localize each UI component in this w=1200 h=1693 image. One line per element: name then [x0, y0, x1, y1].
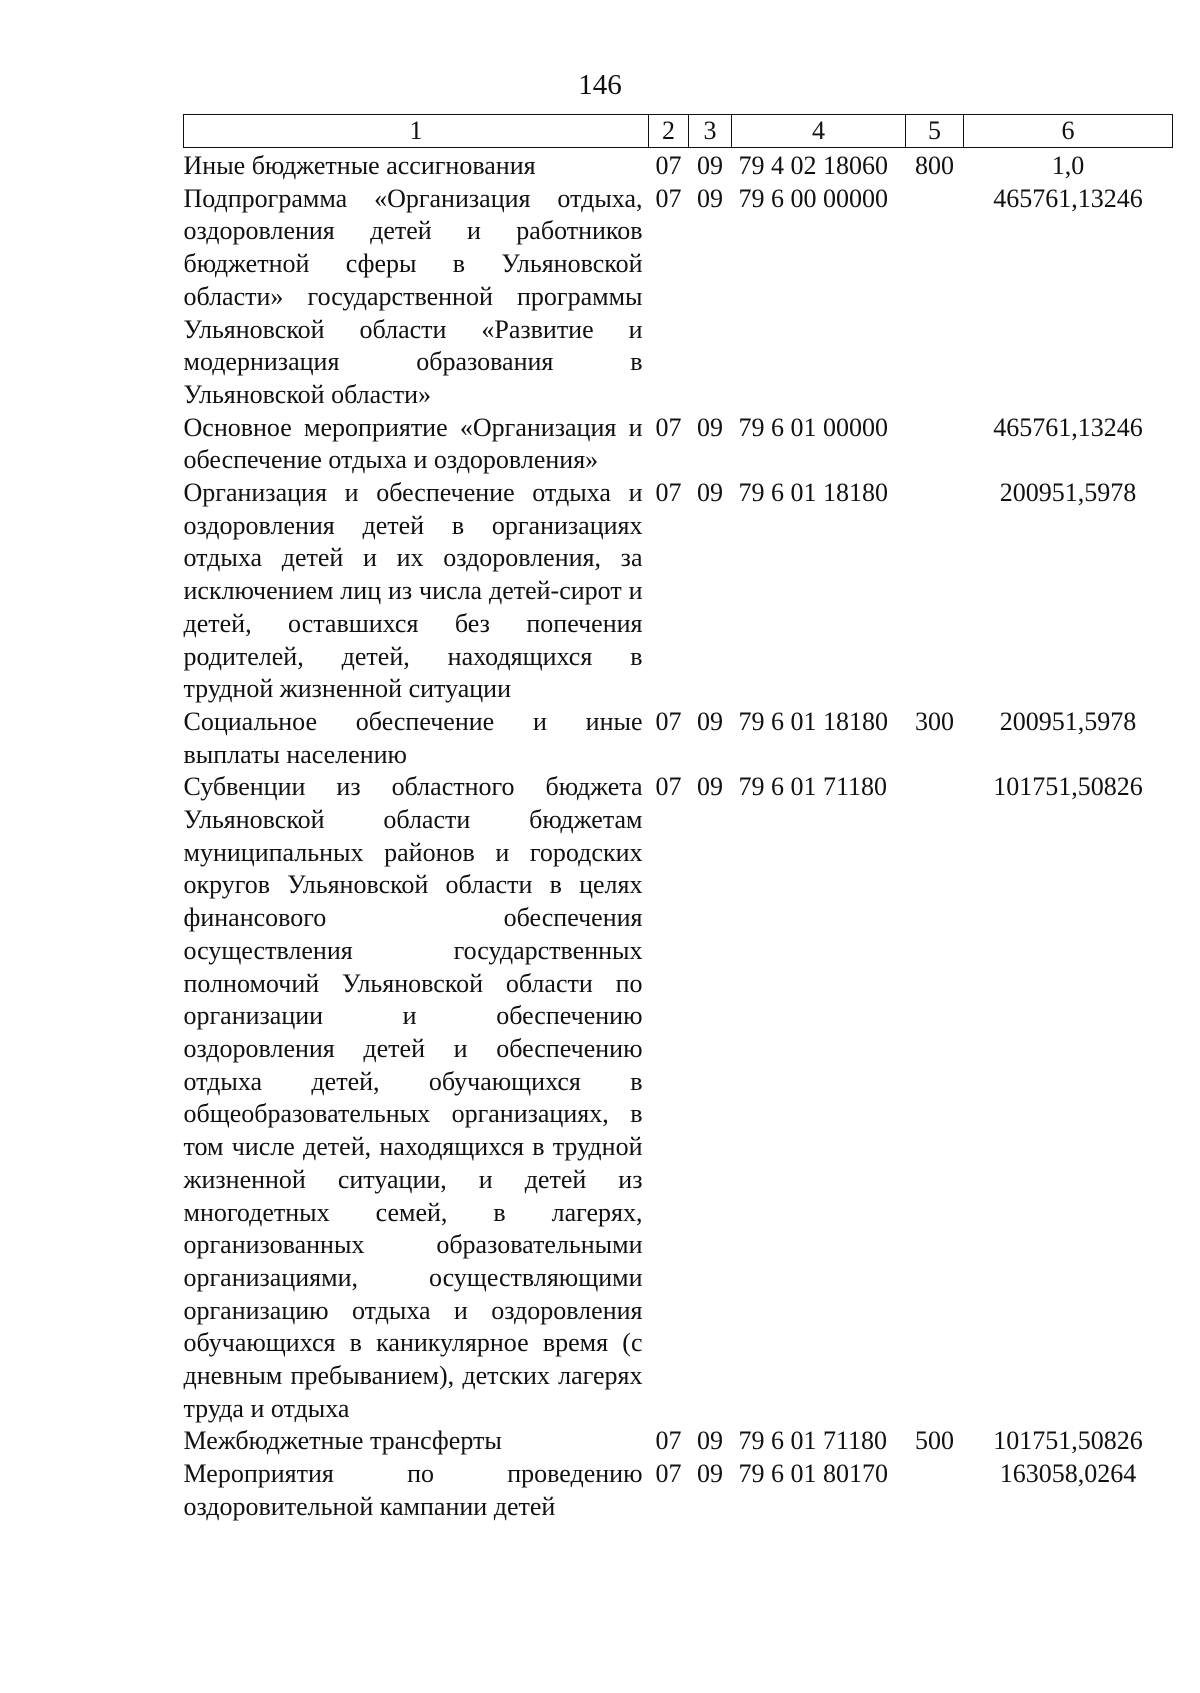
- table-row: [184, 183, 1173, 412]
- row-amount: 101751,50826: [993, 1426, 1143, 1456]
- row-amount: 163058,0264: [999, 1459, 1137, 1489]
- row-section: 07: [655, 478, 682, 508]
- row-target-article: 79 6 01 00000: [738, 412, 888, 442]
- row-name: Мероприятия по проведению оздоровительной кампании детей: [183, 1459, 643, 1521]
- row-section: 07: [655, 151, 682, 180]
- header-col-2: 2: [649, 115, 689, 148]
- row-expense-type: 300: [915, 706, 954, 736]
- row-amount: 465761,13246: [993, 412, 1143, 442]
- table-row: [184, 1458, 1173, 1523]
- row-target-article: 79 6 01 80170: [738, 1459, 888, 1489]
- table-row: [184, 1425, 1173, 1458]
- row-expense-type: [906, 1458, 964, 1523]
- row-section: 07: [655, 412, 682, 442]
- header-col-5: 5: [906, 115, 964, 148]
- row-name: Подпрограмма «Организация отдыха, оздоровления детей и работников бюджетной сферы в Ульяновской области» государственной программы Ульяновской области «Развитие и модернизация образования в Ульяновской области»: [183, 183, 643, 409]
- row-target-article: 79 6 01 18180: [738, 706, 888, 736]
- row-name: Иные бюджетные ассигнования: [183, 151, 536, 180]
- row-section: 07: [655, 1426, 682, 1456]
- header-col-3: 3: [689, 115, 732, 148]
- table-row: [184, 477, 1173, 706]
- row-name: Организация и обеспечение отдыха и оздоровления детей в организациях отдыха детей и их оздоровления, за исключением лиц из числа детей-сирот и детей, оставшихся без попечения родителей, детей, находящихся в трудной жизненной ситуации: [183, 478, 643, 704]
- table-row: [184, 412, 1173, 477]
- row-expense-type: [906, 183, 964, 412]
- row-target-article: 79 6 01 71180: [738, 772, 888, 802]
- row-amount: 101751,50826: [993, 772, 1143, 802]
- row-subsection: 09: [697, 151, 723, 180]
- row-section: 07: [655, 1459, 682, 1489]
- row-name: Межбюджетные трансферты: [183, 1426, 502, 1456]
- row-subsection: 09: [697, 1459, 723, 1489]
- row-expense-type: 500: [915, 1426, 954, 1456]
- row-target-article: 79 4 02 18060: [738, 151, 888, 180]
- row-expense-type: [906, 412, 964, 477]
- row-amount: 200951,5978: [999, 706, 1137, 736]
- table-row: [184, 771, 1173, 1425]
- row-subsection: 09: [697, 412, 723, 442]
- row-name: Субвенции из областного бюджета Ульяновской области бюджетам муниципальных районов и городских округов Ульяновской области в целях финансового обеспечения осуществления государственных полномочий Ульяновской области по организации и обеспечению оздоровления детей и обеспечению отдыха детей, обучающихся в общеобразовательных организациях, в том числе детей, находящихся в трудной жизненной ситуации, и детей из многодетных семей, в лагерях, организованных образовательными организациями, осуществляющими организацию отдыха и оздоровления обучающихся в каникулярное время (с дневным пребыванием), детских лагерях труда и отдыха: [183, 772, 643, 1423]
- row-target-article: 79 6 01 18180: [738, 478, 888, 508]
- row-subsection: 09: [697, 706, 723, 736]
- row-expense-type: [906, 477, 964, 706]
- row-amount: 200951,5978: [999, 478, 1137, 508]
- row-name: Социальное обеспечение и иные выплаты населению: [183, 706, 643, 769]
- table-header-row: [184, 115, 1173, 148]
- header-col-6: 6: [964, 115, 1173, 148]
- row-subsection: 09: [697, 1426, 723, 1456]
- row-amount: 465761,13246: [993, 183, 1143, 213]
- page-number: 146: [578, 69, 622, 101]
- row-subsection: 09: [697, 478, 723, 508]
- row-name: Основное мероприятие «Организация и обеспечение отдыха и оздоровления»: [183, 412, 643, 475]
- table-row: [184, 148, 1173, 183]
- header-col-4: 4: [732, 115, 906, 148]
- row-expense-type: [906, 771, 964, 1425]
- row-section: 07: [655, 772, 682, 802]
- row-section: 07: [655, 183, 682, 213]
- row-target-article: 79 6 00 00000: [738, 183, 888, 213]
- header-col-1: 1: [184, 115, 649, 148]
- row-section: 07: [655, 706, 682, 736]
- row-amount: 1,0: [1051, 151, 1085, 180]
- row-target-article: 79 6 01 71180: [738, 1426, 888, 1456]
- row-expense-type: 800: [915, 151, 954, 180]
- row-subsection: 09: [697, 772, 723, 802]
- table-row: [184, 706, 1173, 771]
- row-subsection: 09: [697, 183, 723, 213]
- budget-table: [183, 114, 1173, 1524]
